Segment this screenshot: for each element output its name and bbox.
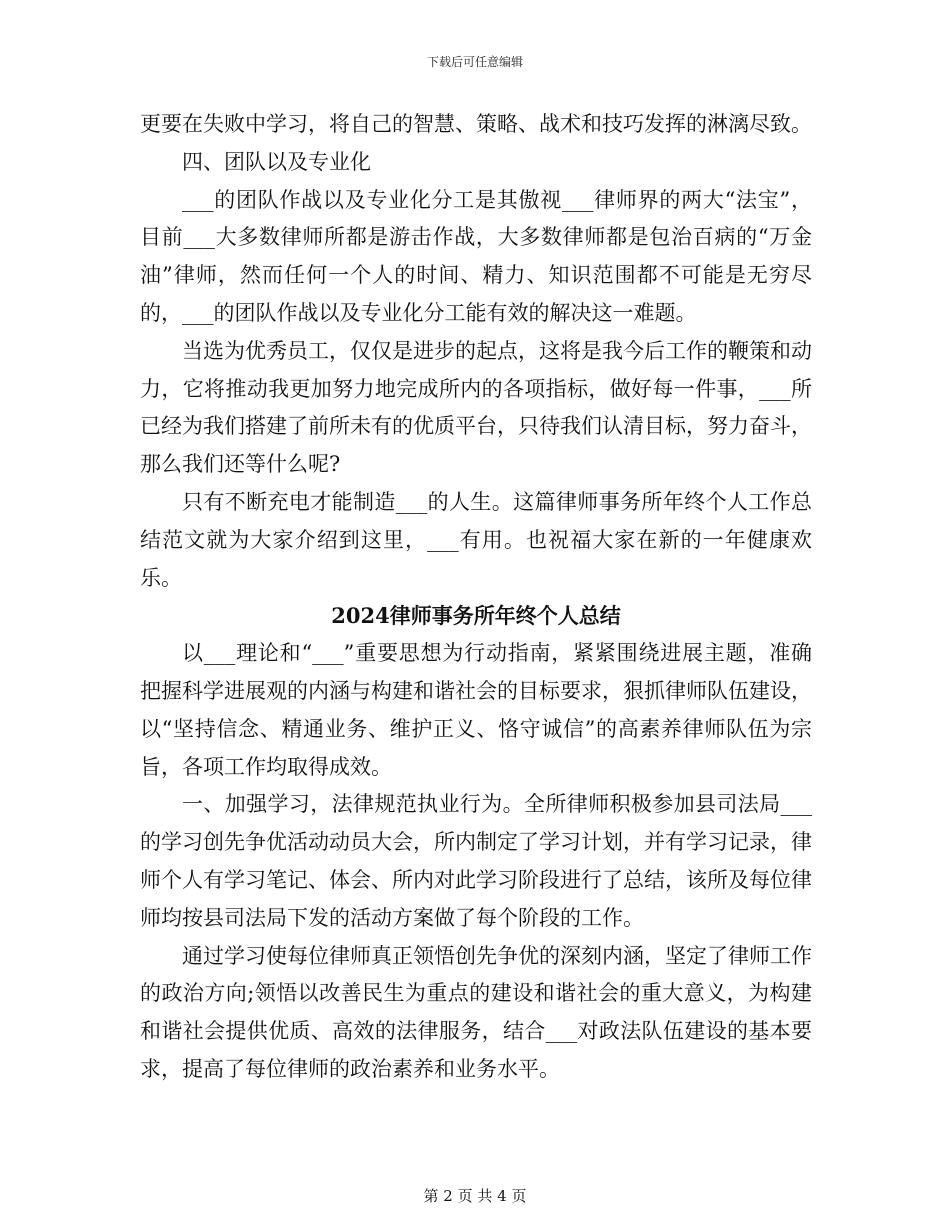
paragraph: 以___理论和“___”重要思想为行动指南，紧紧围绕进展主题，准确把握科学进展观的内涵与构建和谐社会的目标要求，狠抓律师队伍建设，以“坚持信念、精通业务、维护正义、恪守诚信”的高素养律师队伍为宗旨，各项工作均取得成效。 <box>140 641 812 779</box>
paragraph: 当选为优秀员工，仅仅是进步的起点，这将是我今后工作的鞭策和动力，它将推动我更加努力地完成所内的各项指标，做好每一件事，___所已经为我们搭建了前所未有的优质平台，只待我们认清目标，努力奋斗，那么我们还等什么呢? <box>140 338 812 477</box>
paragraph: 更要在失败中学习，将自己的智慧、策略、战术和技巧发挥的淋漓尽致。 <box>140 112 812 136</box>
section-heading: 四、团队以及专业化 <box>182 149 371 174</box>
page-header: 下载后可任意编辑 <box>426 55 523 69</box>
paragraph: ___的团队作战以及专业化分工是其傲视___律师界的两大“法宝”，目前___大多数律师所都是游击作战，大多数律师都是包治百病的“万金油”律师，然而任何一个人的时间、精力、知识范围都不可能是无穷尽的，___的团队作战以及专业化分工能有效的解决这一难题。 <box>140 187 812 325</box>
document-title: 2024律师事务所年终个人总结 <box>331 603 621 629</box>
paragraph: 通过学习使每位律师真正领悟创先争优的深刻内涵，坚定了律师工作的政治方向;领悟以改善民生为重点的建设和谐社会的重大意义，为构建和谐社会提供优质、高效的法律服务，结合___对政法队伍建设的基本要求，提高了每位律师的政治素养和业务水平。 <box>140 943 812 1081</box>
document-body <box>140 106 812 1089</box>
paragraph: 只有不断充电才能制造___的人生。这篇律师事务所年终个人工作总结范文就为大家介绍到这里，___有用。也祝福大家在新的一年健康欢乐。 <box>140 489 812 590</box>
page-footer: 第 2 页 共 4 页 <box>423 1187 527 1205</box>
paragraph: 一、加强学习，法律规范执业行为。全所律师积极参加县司法局___的学习创先争优活动动员大会，所内制定了学习计划，并有学习记录，律师个人有学习笔记、体会、所内对此学习阶段进行了总结，该所及每位律师均按县司法局下发的活动方案做了每个阶段的工作。 <box>140 792 812 930</box>
